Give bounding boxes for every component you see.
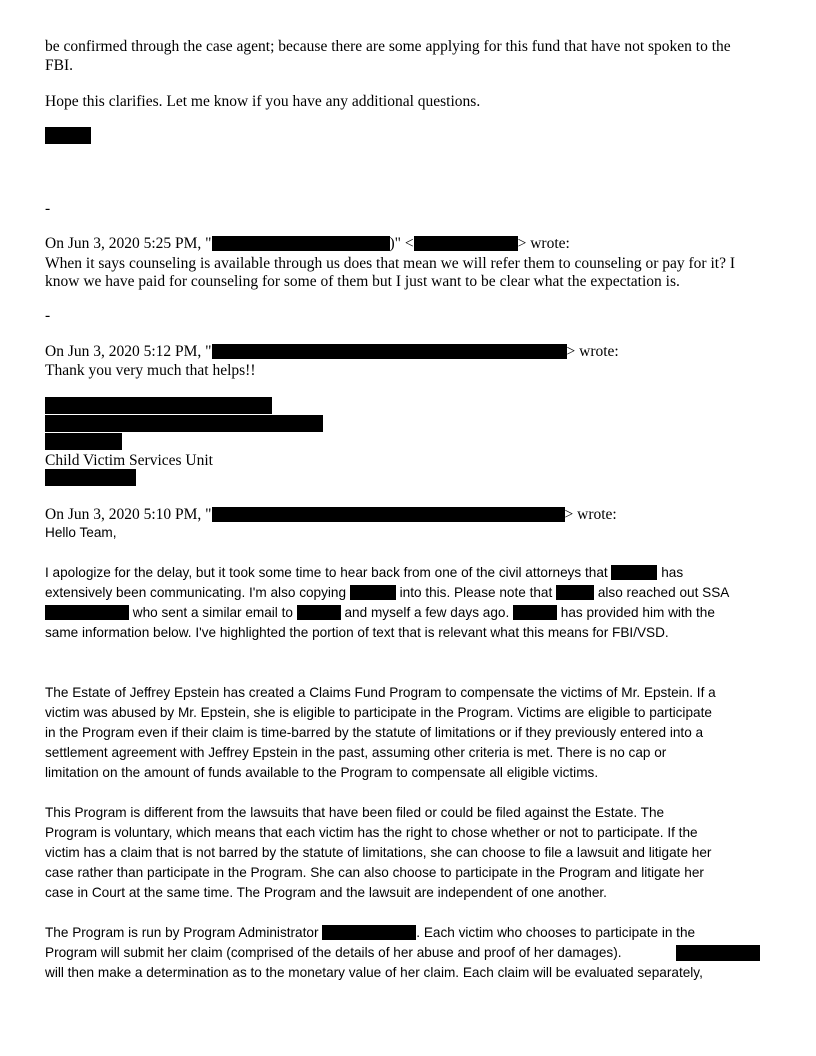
text-span: has provided him with the (557, 605, 715, 620)
text-line (45, 603, 715, 623)
text-span: . Each victim who chooses to participate in the (416, 925, 696, 940)
redaction-block (212, 507, 565, 522)
redaction-block (676, 945, 760, 961)
text-line: case in Court at the same time. The Program and the lawsuit are independent of one another. (45, 885, 607, 900)
email-header (45, 505, 617, 525)
header-text: > wrote: (566, 343, 619, 360)
text-line: victim was abused by Mr. Epstein, she is eligible to participate in the Program. Victims are eligible to participate (45, 705, 712, 720)
header-text: On Jun 3, 2020 5:12 PM, " (45, 343, 212, 360)
text-span: extensively been communicating. I'm also copying (45, 585, 350, 600)
redaction-block (212, 236, 390, 251)
text-line: Hope this clarifies. Let me know if you have any additional questions. (45, 93, 481, 110)
text-span: has (657, 565, 684, 580)
text-line (45, 563, 683, 583)
redaction-block (212, 344, 567, 359)
text-line: This Program is different from the lawsuits that have been filed or could be filed against the Estate. The (45, 805, 665, 820)
text-line: victim has a claim that is not barred by the statute of limitations, she can choose to file a lawsuit and litigate her (45, 845, 712, 860)
text-line: When it says counseling is available through us does that mean we will refer them to counseling or pay for it? I (45, 255, 735, 272)
text-span: and myself a few days ago. (340, 605, 513, 620)
header-text: > wrote: (517, 235, 570, 252)
redaction-block (513, 605, 557, 620)
text-line: case rather than participate in the Program. She can also choose to participate in the Program and litigate her (45, 865, 704, 880)
text-line: Program will submit her claim (comprised of the details of her abuse and proof of her damages). (45, 945, 622, 960)
separator-dash: - (45, 200, 51, 217)
header-text: On Jun 3, 2020 5:25 PM, " (45, 235, 212, 252)
redaction-block (556, 585, 594, 600)
redaction-block (611, 565, 657, 580)
signature-unit: Child Victim Services Unit (45, 452, 213, 469)
email-header (45, 342, 619, 362)
text-line: settlement agreement with Jeffrey Epstein in the past, assuming other criteria is met. There is no cap or (45, 745, 667, 760)
redaction-block (45, 415, 323, 432)
text-span: who sent a similar email to (129, 605, 297, 620)
text-line (45, 923, 695, 943)
text-span: The Program is run by Program Administrator (45, 925, 323, 940)
separator-dash: - (45, 307, 51, 324)
text-line (45, 583, 729, 603)
redaction-block (297, 605, 341, 620)
redaction-block (350, 585, 396, 600)
text-line: FBI. (45, 57, 73, 74)
header-text: )" < (389, 235, 414, 252)
header-text: > wrote: (564, 506, 617, 523)
greeting: Hello Team, (45, 525, 117, 540)
header-text: On Jun 3, 2020 5:10 PM, " (45, 506, 212, 523)
redaction-block (45, 433, 122, 450)
text-line: Thank you very much that helps!! (45, 362, 256, 379)
redaction-block (45, 605, 129, 620)
text-line: Program is voluntary, which means that each victim has the right to chose whether or not to participate. If the (45, 825, 698, 840)
text-line: The Estate of Jeffrey Epstein has created a Claims Fund Program to compensate the victims of Mr. Epstein. If a (45, 685, 716, 700)
text-line: know we have paid for counseling for some of them but I just want to be clear what the expectation is. (45, 273, 680, 290)
email-header (45, 234, 570, 254)
redaction-block (322, 925, 416, 940)
text-line: limitation on the amount of funds available to the Program to compensate all eligible victims. (45, 765, 599, 780)
text-span: I apologize for the delay, but it took some time to hear back from one of the civil attorneys that (45, 565, 612, 580)
text-line: same information below. I've highlighted the portion of text that is relevant what this means for FBI/VSD. (45, 625, 669, 640)
redaction-block (45, 127, 91, 144)
text-line: in the Program even if their claim is time-barred by the statute of limitations or if they previously entered into a (45, 725, 704, 740)
redaction-block (45, 469, 136, 486)
text-span: also reached out SSA (594, 585, 730, 600)
redaction-block (45, 397, 272, 414)
text-span: into this. Please note that (395, 585, 557, 600)
text-line: be confirmed through the case agent; because there are some applying for this fund that have not spoken to the (45, 38, 731, 55)
redaction-block (414, 236, 518, 251)
text-line: will then make a determination as to the monetary value of her claim. Each claim will be evaluated separately, (45, 965, 703, 980)
